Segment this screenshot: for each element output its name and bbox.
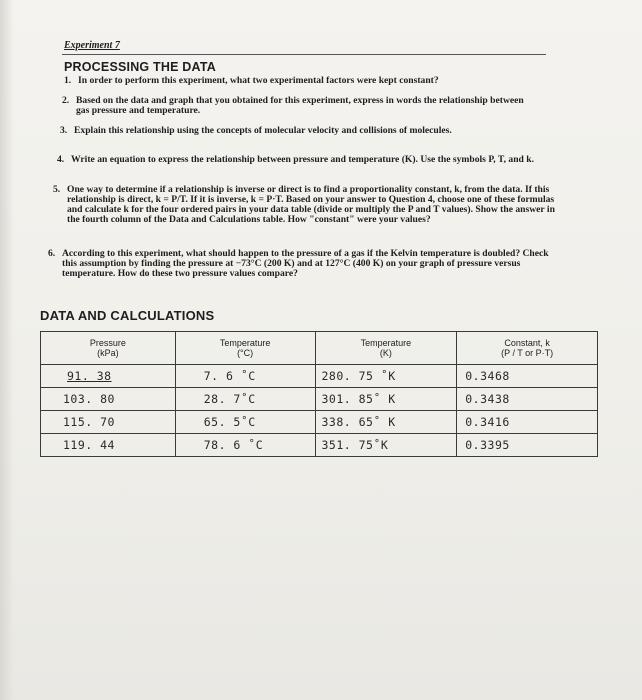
table-row bbox=[41, 411, 598, 434]
cell-temp-c[interactable]: 7. 6 ˚C bbox=[175, 365, 315, 388]
question-6: 6. According to this experiment, what should happen to the pressure of a gas if the Kelvin temperature is doubled? Check this assumption by finding the pressure at −73°C (200 K) and at 127°C (400 K) on your graph of pressure versus temperature. How do these two pressure values compare? bbox=[48, 248, 549, 279]
cell-constant[interactable]: 0.3395 bbox=[457, 434, 598, 457]
processing-title: PROCESSING THE DATA bbox=[64, 60, 216, 74]
cell-pressure[interactable]: 119. 44 bbox=[41, 434, 176, 457]
cell-temp-k[interactable]: 351. 75˚K bbox=[315, 434, 457, 457]
cell-temp-c[interactable]: 78. 6 ˚C bbox=[175, 434, 315, 457]
question-1: 1. In order to perform this experiment, what two experimental factors were kept constant? bbox=[64, 75, 439, 86]
cell-temp-k[interactable]: 280. 75 ˚K bbox=[315, 365, 457, 388]
cell-pressure[interactable]: 103. 80 bbox=[41, 388, 176, 411]
cell-pressure[interactable]: 115. 70 bbox=[41, 411, 176, 434]
question-2: 2. Based on the data and graph that you obtained for this experiment, express in words the relationship between gas pressure and temperature. bbox=[62, 95, 524, 116]
cell-temp-c[interactable]: 28. 7˚C bbox=[175, 388, 315, 411]
column-header-constant: Constant, k (P / T or P·T) bbox=[457, 332, 598, 365]
cell-constant[interactable]: 0.3416 bbox=[457, 411, 598, 434]
page-shadow bbox=[0, 0, 14, 700]
table-header-row bbox=[41, 332, 598, 365]
cell-constant[interactable]: 0.3438 bbox=[457, 388, 598, 411]
question-3: 3. Explain this relationship using the concepts of molecular velocity and collisions of molecules. bbox=[60, 125, 452, 136]
experiment-header bbox=[62, 40, 546, 55]
table-row bbox=[41, 434, 598, 457]
data-table bbox=[40, 331, 598, 457]
cell-temp-k[interactable]: 338. 65˚ K bbox=[315, 411, 457, 434]
table-row bbox=[41, 388, 598, 411]
cell-temp-k[interactable]: 301. 85˚ K bbox=[315, 388, 457, 411]
column-header-pressure: Pressure (kPa) bbox=[41, 332, 176, 365]
question-4: 4. Write an equation to express the relationship between pressure and temperature (K). Use the symbols P, T, and k. bbox=[57, 154, 534, 165]
question-5: 5. One way to determine if a relationship is inverse or direct is to find a proportionality constant, k, from the data. If this relationship is direct, k = P/T. If it is inverse, k = P·T. Based on your answer to Question 4, choose one of these formulas and calculate k for the four ordered pairs in your data table (divide or multiply the P and T values). Show the answer in the fourth column of the Data and Calculations table. How "constant" were your values? bbox=[53, 184, 555, 225]
column-header-temp-c: Temperature (°C) bbox=[175, 332, 315, 365]
table-row bbox=[41, 365, 598, 388]
data-calculations-title: DATA AND CALCULATIONS bbox=[40, 308, 215, 323]
cell-constant[interactable]: 0.3468 bbox=[457, 365, 598, 388]
column-header-temp-k: Temperature (K) bbox=[315, 332, 457, 365]
experiment-label: Experiment 7 bbox=[64, 40, 120, 51]
cell-temp-c[interactable]: 65. 5˚C bbox=[175, 411, 315, 434]
cell-pressure[interactable]: 91. 38 bbox=[41, 365, 176, 388]
